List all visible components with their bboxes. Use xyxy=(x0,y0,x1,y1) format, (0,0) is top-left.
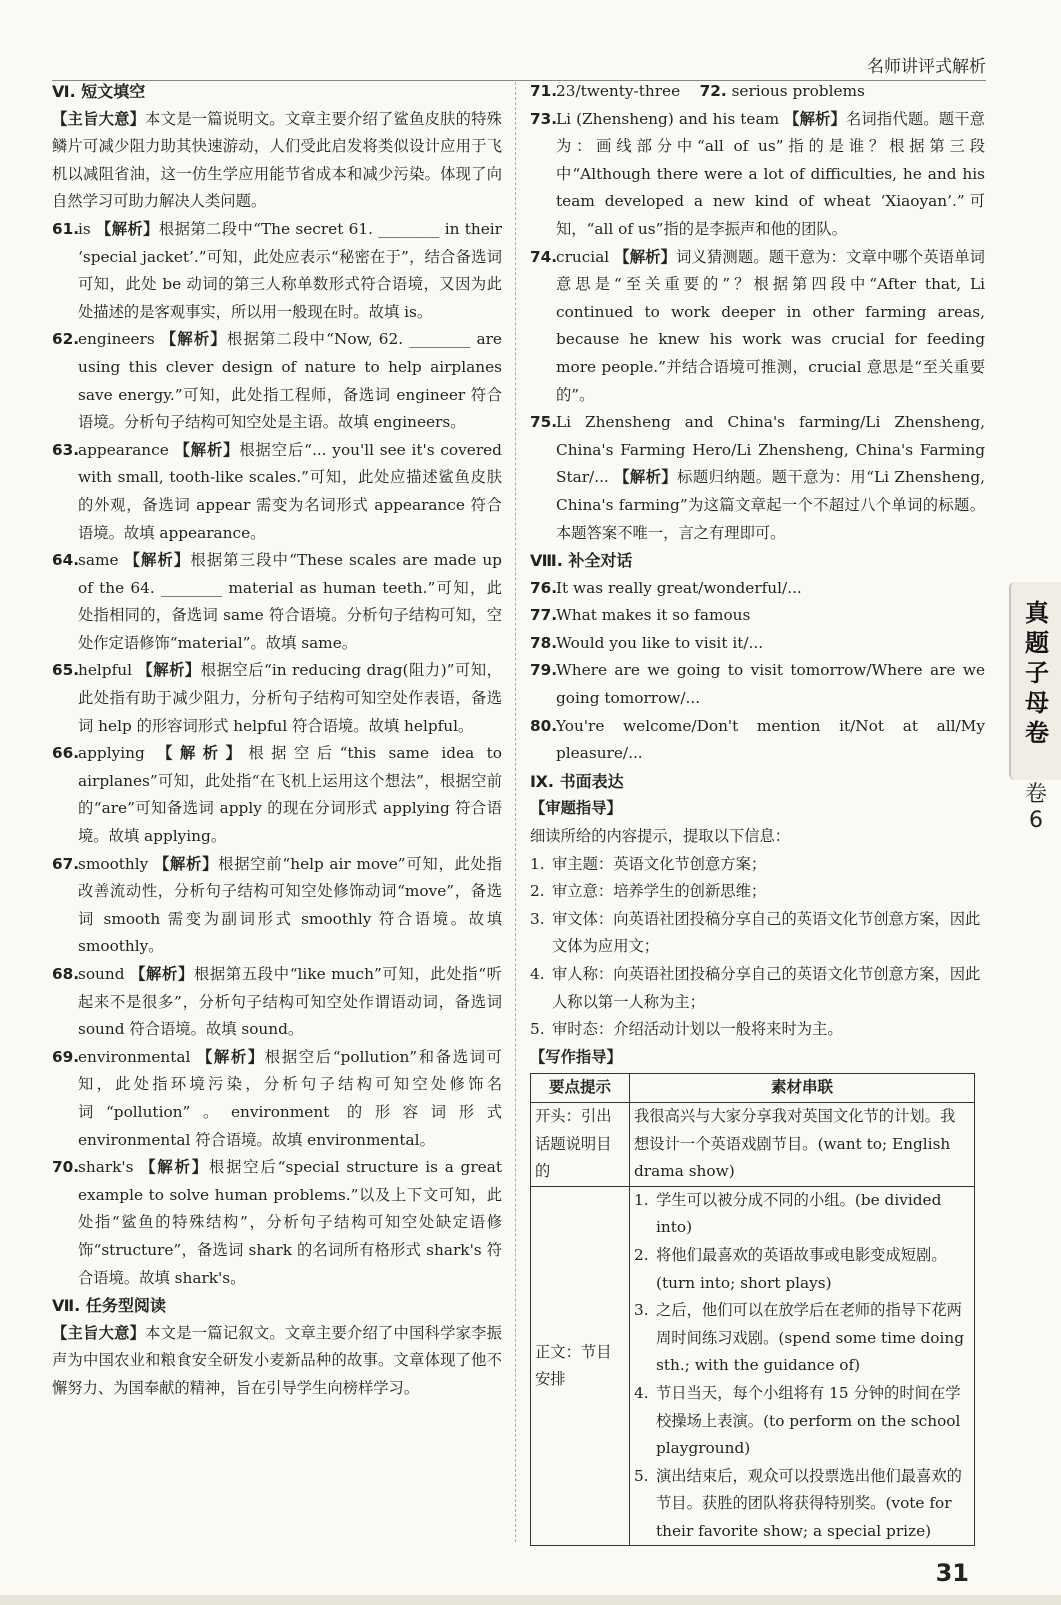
answer-text: 23/twenty-three xyxy=(556,82,681,100)
analysis-label: 【解析】 xyxy=(784,109,846,128)
item-number: 80. xyxy=(530,716,558,735)
item-number: 1. xyxy=(634,1190,649,1209)
guide-item xyxy=(530,1016,985,1044)
item-number: 5. xyxy=(634,1466,649,1485)
item-number: 77. xyxy=(530,606,558,625)
summary-label: 【主旨大意】 xyxy=(52,109,146,128)
summary-label: 【主旨大意】 xyxy=(52,1323,146,1342)
dialog-answer xyxy=(530,630,985,658)
section-7-title: Ⅶ. 任务型阅读 xyxy=(52,1296,166,1316)
table-header-material: 素材串联 xyxy=(630,1074,975,1103)
answer-body xyxy=(556,409,985,547)
writing-guide-label: 【写作指导】 xyxy=(530,1047,622,1066)
table-row xyxy=(531,1102,975,1186)
analysis-text: 根据第二段中“Now, 62. ________ are using this clever design of nature to help airplanes save energy.”可知，此处指工程师，备选词 engineer 符合语境。分析句子结构可知空处是主语。故填 engineers。 xyxy=(78,330,502,432)
answer-text: same xyxy=(78,551,119,570)
question-number: 72. xyxy=(699,82,727,100)
guide-item xyxy=(530,878,985,906)
section-8-title: Ⅷ. 补全对话 xyxy=(530,551,633,571)
answer-item xyxy=(530,409,985,547)
table-list-item xyxy=(634,1463,970,1546)
answer-text: environmental xyxy=(78,1047,191,1066)
section-9-title: Ⅸ. 书面表达 xyxy=(530,771,624,791)
item-text: You're welcome/Don't mention it/Not at all/My pleasure/... xyxy=(556,716,985,763)
answer-text: appearance xyxy=(78,440,169,459)
answer-body xyxy=(78,1154,502,1292)
guide-intro: 细读所给的内容提示，提取以下信息： xyxy=(530,827,791,846)
table-cell-opening-label: 开头：引出话题说明目的 xyxy=(531,1102,630,1186)
analysis-text: 标题归纳题。题干意为：用“Li Zhensheng, China's farming”为这篇文章起一个不超过八个单词的标题。本题答案不唯一，言之有理即可。 xyxy=(556,468,985,542)
analysis-label: 【解析】 xyxy=(160,330,227,349)
analysis-label: 【解析】 xyxy=(130,965,194,983)
answer-text: Li Zhensheng and China's farming/Li Zhensheng, China's Farming Hero/Li Zhensheng, China's Farming Star/... xyxy=(556,413,985,487)
answer-body xyxy=(78,326,502,436)
right-column xyxy=(530,78,985,1546)
item-number: 76. xyxy=(530,578,558,597)
answer-item xyxy=(52,961,502,1044)
answer-item xyxy=(52,326,502,436)
answer-item xyxy=(52,851,502,961)
item-number: 5. xyxy=(530,1020,545,1039)
summary-text: 本文是一篇记叙文。文章主要介绍了中国科学家李振声为中国农业和粮食安全研发小麦新品种的故事。文章体现了他不懈努力、为国奉献的精神，旨在引导学生向榜样学习。 xyxy=(52,1323,502,1397)
analysis-text: 根据第五段中“like much”可知，此处指“听起来不是很多”，分析句子结构可知空处作谓语动词，备选词 sound 符合语境。故填 sound。 xyxy=(78,965,502,1039)
analysis-label: 【解析】 xyxy=(137,661,201,680)
item-number: 1. xyxy=(530,854,545,873)
answer-item xyxy=(52,740,502,850)
question-number: 74. xyxy=(530,247,558,266)
question-number: 66. xyxy=(52,744,80,763)
guide-item xyxy=(530,906,985,961)
analysis-text: 根据第二段中“The secret 61. ________ in their ‘special jacket’.”可知，此处应表示“秘密在于”，结合备选词可知，此处 be 动词的第三人称单数形式符合语境，又因为此处描述的是客观事实，所以用一般现在时。故填 is。 xyxy=(78,219,502,321)
guide-list xyxy=(530,851,985,1044)
item-number: 4. xyxy=(530,965,545,983)
answer-item xyxy=(52,1044,502,1154)
guide-item xyxy=(530,851,985,879)
volume-number: 6 xyxy=(1029,808,1043,833)
item-text: What makes it so famous xyxy=(556,606,751,625)
side-tab-label: 真题子母卷 xyxy=(1025,599,1049,747)
answer-item xyxy=(530,106,985,244)
analysis-label: 【解析】 xyxy=(96,219,159,238)
analysis-label: 【解析】 xyxy=(614,468,678,487)
answer-item xyxy=(530,244,985,410)
side-volume-label xyxy=(1019,782,1053,834)
answer-body xyxy=(556,244,985,410)
section-6-summary xyxy=(52,106,502,216)
analysis-text: 名词指代题。题干意为：画线部分中“all of us”指的是谁？根据第三段中“Although there were a lot of difficulties, he and his team developed a new kind of wheat ‘Xiaoyan’.”可知，“all of us”指的是李振声和他的团队。 xyxy=(556,109,985,238)
item-text: 节日当天，每个小组将有 15 分钟的时间在学校操场上表演。(to perform on the school playground) xyxy=(656,1383,961,1458)
table-list-item xyxy=(634,1187,970,1242)
item-number: 2. xyxy=(634,1245,649,1264)
answer-body xyxy=(78,740,502,850)
analysis-text: 根据空前“help air move”可知，此处指改善流动性，分析句子结构可知空处修饰动词“move”，备选词 smooth 需变为副词形式 smoothly 符合语境。故填 smoothly。 xyxy=(78,854,502,956)
question-number: 69. xyxy=(52,1047,80,1066)
table-row xyxy=(531,1186,975,1546)
question-number: 70. xyxy=(52,1158,80,1177)
question-number: 61. xyxy=(52,219,80,238)
analysis-label: 【解析】 xyxy=(174,440,240,459)
answer-body xyxy=(556,106,985,244)
section-6-title: Ⅵ. 短文填空 xyxy=(52,82,146,101)
item-text: 审文体：向英语社团投稿分享自己的英语文化节创意方案，因此文体为应用文； xyxy=(552,909,981,956)
answer-item xyxy=(52,1154,502,1292)
volume-word: 卷 xyxy=(1024,782,1047,807)
answer-text: engineers xyxy=(78,330,155,349)
table-cell-opening-text: 我很高兴与大家分享我对英国文化节的计划。我想设计一个英语戏剧节目。(want to; English drama show) xyxy=(630,1102,975,1186)
question-number: 71. xyxy=(530,82,558,100)
dialog-answer xyxy=(530,602,985,630)
analysis-text: 根据第三段中“These scales are made up of the 64. ________ material as human teeth.”可知，此处指相同的，备选词 same 符合语境。分析句子结构可知，空处作定语修饰“material”。故填 same。 xyxy=(78,551,502,652)
question-number: 68. xyxy=(52,965,80,983)
answer-list-61-70 xyxy=(52,216,502,1292)
analysis-label: 【解析】 xyxy=(140,1158,209,1177)
table-list-item xyxy=(634,1380,970,1463)
item-text: 审人称：向英语社团投稿分享自己的英语文化节创意方案，因此人称以第一人称为主； xyxy=(552,965,981,1011)
dialog-answer xyxy=(530,657,985,712)
footer-band xyxy=(0,1595,1061,1605)
item-text: 审主题：英语文化节创意方案； xyxy=(552,854,767,873)
item-text: Where are we going to visit tomorrow/Where are we going tomorrow/... xyxy=(556,661,985,708)
dialog-answer xyxy=(530,713,985,768)
item-text: 将他们最喜欢的英语故事或电影变成短剧。(turn into; short plays) xyxy=(656,1245,947,1292)
answer-text: shark's xyxy=(78,1158,134,1177)
item-number: 79. xyxy=(530,661,558,680)
item-number: 4. xyxy=(634,1383,649,1402)
answer-body xyxy=(78,1044,502,1154)
analysis-text: 根据空后“... you'll see it's covered with small, tooth-like scales.”可知，此处应描述鲨鱼皮肤的外观，备选词 appear 需变为名词形式 appearance 符合语境。故填 appearance。 xyxy=(78,440,502,542)
analysis-label: 【解析】 xyxy=(153,854,219,873)
item-number: 78. xyxy=(530,633,558,652)
item-text: 审时态：介绍活动计划以一般将来时为主。 xyxy=(552,1020,843,1039)
table-header-points: 要点提示 xyxy=(531,1074,630,1103)
analysis-label: 【解析】 xyxy=(614,247,677,266)
answer-71-72 xyxy=(530,78,985,106)
summary-text: 本文是一篇说明文。文章主要介绍了鲨鱼皮肤的特殊鳞片可减少阻力助其快速游动，人们受此启发将类似设计应用于飞机以减阻省油，这一仿生学应用能节省成本和减少污染。体现了向自然学习可助力解决人类问题。 xyxy=(52,109,502,211)
answer-item xyxy=(52,437,502,547)
question-number: 65. xyxy=(52,661,80,680)
writing-table xyxy=(530,1073,975,1546)
question-number: 73. xyxy=(530,109,558,128)
answer-text: Li (Zhensheng) and his team xyxy=(556,109,780,128)
item-text: 学生可以被分成不同的小组。(be divided into) xyxy=(656,1190,942,1237)
answer-text: serious problems xyxy=(731,82,865,100)
analysis-text: 根据空后“this same idea to airplanes”可知，此处指“在飞机上运用这个想法”，根据空前的“are”可知备选词 apply 的现在分词形式 applying 符合语境。故填 applying。 xyxy=(78,744,502,846)
table-cell-body-items xyxy=(630,1186,975,1546)
answer-text: helpful xyxy=(78,661,132,680)
item-text: 演出结束后，观众可以投票选出他们最喜欢的节目。获胜的团队将获得特别奖。(vote for their favorite show; a special prize) xyxy=(656,1466,962,1540)
answer-body xyxy=(78,437,502,547)
answer-body xyxy=(78,216,502,326)
analysis-text: 根据空后“pollution”和备选词可知，此处指环境污染，分析句子结构可知空处修饰名词“pollution”。environment 的形容词形式 environmental 符合语境。故填 environmental。 xyxy=(78,1047,502,1149)
analysis-text: 根据空后“in reducing drag(阻力)”可知，此处指有助于减少阻力，分析句子结构可知空处作表语，备选词 help 的形容词形式 helpful 符合语境。故填 helpful。 xyxy=(78,661,502,735)
left-column xyxy=(52,78,502,1403)
answer-text: smoothly xyxy=(78,854,149,873)
item-text: It was really great/wonderful/... xyxy=(556,578,802,597)
analysis-label: 【解析】 xyxy=(157,744,249,763)
answer-body xyxy=(78,851,502,961)
analysis-label: 【解析】 xyxy=(124,551,191,570)
answer-item xyxy=(52,547,502,657)
item-text: 之后，他们可以在放学后在老师的指导下花两周时间练习戏剧。(spend some time doing sth.; with the guidance of) xyxy=(656,1301,965,1375)
answer-body xyxy=(78,547,502,657)
running-header: 名师讲评式解析 xyxy=(867,57,986,77)
analysis-text: 词义猜测题。题干意为：文章中哪个英语单词意思是“至关重要的”？根据第四段中“After that, Li continued to work deeper in other farming areas, because he knew his work was crucial for feeding more people.”并结合语境可推测，crucial 意思是“至关重要的”。 xyxy=(556,247,985,404)
item-number: 2. xyxy=(530,882,545,901)
column-divider xyxy=(515,82,516,1542)
item-number: 3. xyxy=(530,909,545,928)
table-list-item xyxy=(634,1297,970,1380)
answer-list-73-75 xyxy=(530,106,985,548)
answer-item xyxy=(52,216,502,326)
question-number: 62. xyxy=(52,330,80,349)
page-number: 31 xyxy=(935,1559,969,1587)
answer-text: sound xyxy=(78,965,125,983)
guide-label: 【审题指导】 xyxy=(530,799,622,818)
question-number: 75. xyxy=(530,413,558,432)
item-text: 审立意：培养学生的创新思维； xyxy=(552,882,767,901)
analysis-text: 根据空后“special structure is a great example to solve human problems.”以及上下文可知，此处指“鲨鱼的特殊结构”，分析句子结构可知空处缺定语修饰“structure”，备选词 shark 的名词所有格形式 shark's 符合语境。故填 shark's。 xyxy=(78,1158,502,1287)
guide-item xyxy=(530,961,985,1016)
dialog-answer-list xyxy=(530,575,985,768)
answer-item xyxy=(52,657,502,740)
answer-body xyxy=(78,961,502,1044)
section-7-summary xyxy=(52,1320,502,1403)
table-list-item xyxy=(634,1242,970,1297)
question-number: 64. xyxy=(52,551,80,570)
question-number: 67. xyxy=(52,854,80,873)
item-text: Would you like to visit it/... xyxy=(556,633,764,652)
answer-text: is xyxy=(78,219,91,238)
answer-body xyxy=(78,657,502,740)
answer-text: crucial xyxy=(556,247,610,266)
dialog-answer xyxy=(530,575,985,603)
table-cell-body-label: 正文：节目安排 xyxy=(531,1186,630,1546)
question-number: 63. xyxy=(52,440,80,459)
item-number: 3. xyxy=(634,1301,649,1320)
analysis-label: 【解析】 xyxy=(196,1047,265,1066)
answer-text: applying xyxy=(78,744,145,763)
